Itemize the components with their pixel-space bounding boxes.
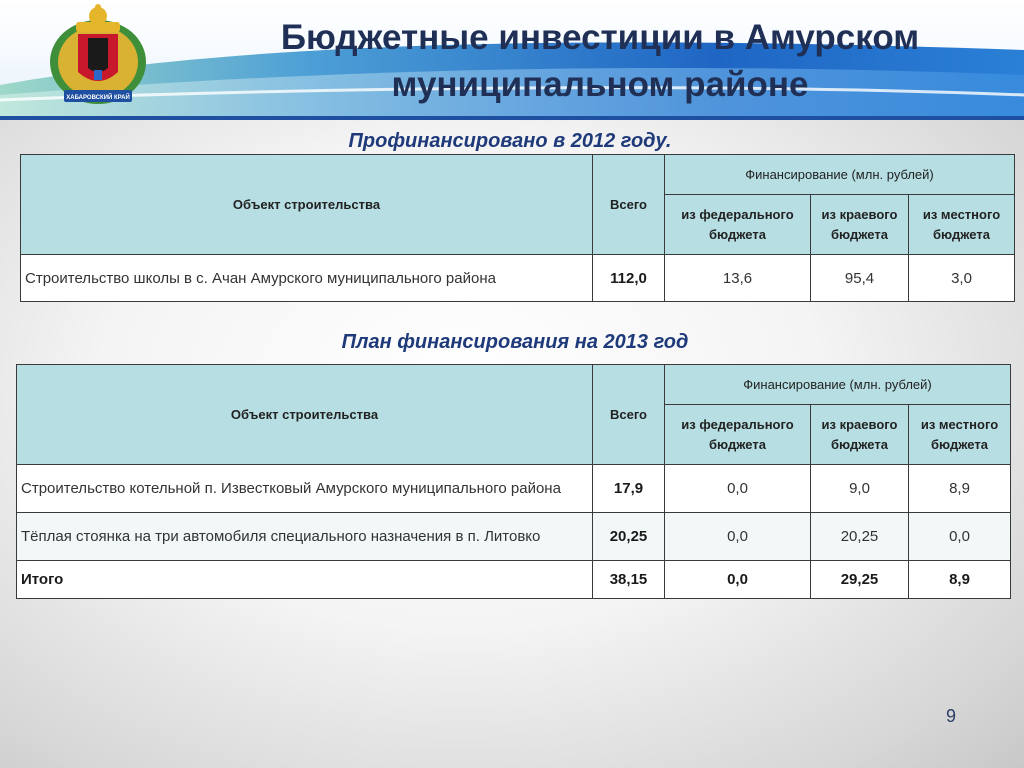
header-federal: из федерального бюджета [665,195,811,255]
total-row [17,561,1011,599]
row-local: 3,0 [909,255,1015,302]
header-regional: из краевого бюджета [811,405,909,465]
header-federal: из федерального бюджета [665,405,811,465]
header-financing: Финансирование (млн. рублей) [665,155,1015,195]
page-number: 9 [946,706,957,726]
table-2013 [16,364,1011,599]
row-total: 112,0 [593,255,665,302]
row-name: Строительство котельной п. Известковый Амурского муниципального района [17,465,593,513]
header-total: Всего [593,155,665,255]
header-financing: Финансирование (млн. рублей) [665,365,1011,405]
header-regional: из краевого бюджета [811,195,909,255]
row-regional: 9,0 [811,465,909,513]
row-federal: 0,0 [665,465,811,513]
page-title [200,14,1000,108]
row-total: 20,25 [593,513,665,561]
table-row [17,513,1011,561]
section-2012-title: Профинансировано в 2012 году. [348,130,672,152]
title-line-1: Бюджетные инвестиции в Амурском [280,18,920,57]
row-regional: 20,25 [811,513,909,561]
row-federal: 13,6 [665,255,811,302]
coat-of-arms-icon [42,0,154,114]
emblem-ribbon-text: ХАБАРОВСКИЙ КРАЙ [66,95,130,101]
total-regional: 29,25 [811,561,909,599]
row-local: 0,0 [909,513,1011,561]
header-local: из местного бюджета [909,195,1015,255]
total-total: 38,15 [593,561,665,599]
total-label: Итого [17,561,593,599]
header-total: Всего [593,365,665,465]
row-name: Тёплая стоянка на три автомобиля специального назначения в п. Литовко [17,513,593,561]
slide-header [0,0,1024,120]
row-local: 8,9 [909,465,1011,513]
table-2012 [20,154,1015,302]
total-local: 8,9 [909,561,1011,599]
row-name: Строительство школы в с. Ачан Амурского муниципального района [21,255,593,302]
row-total: 17,9 [593,465,665,513]
total-federal: 0,0 [665,561,811,599]
title-line-2: муниципальном районе [391,65,809,104]
row-federal: 0,0 [665,513,811,561]
header-local: из местного бюджета [909,405,1011,465]
section-2013-title: План финансирования на 2013 год [341,331,689,353]
header-object: Объект строительства [21,155,593,255]
table-row [17,465,1011,513]
header-object: Объект строительства [17,365,593,465]
table-row [21,255,1015,302]
row-regional: 95,4 [811,255,909,302]
